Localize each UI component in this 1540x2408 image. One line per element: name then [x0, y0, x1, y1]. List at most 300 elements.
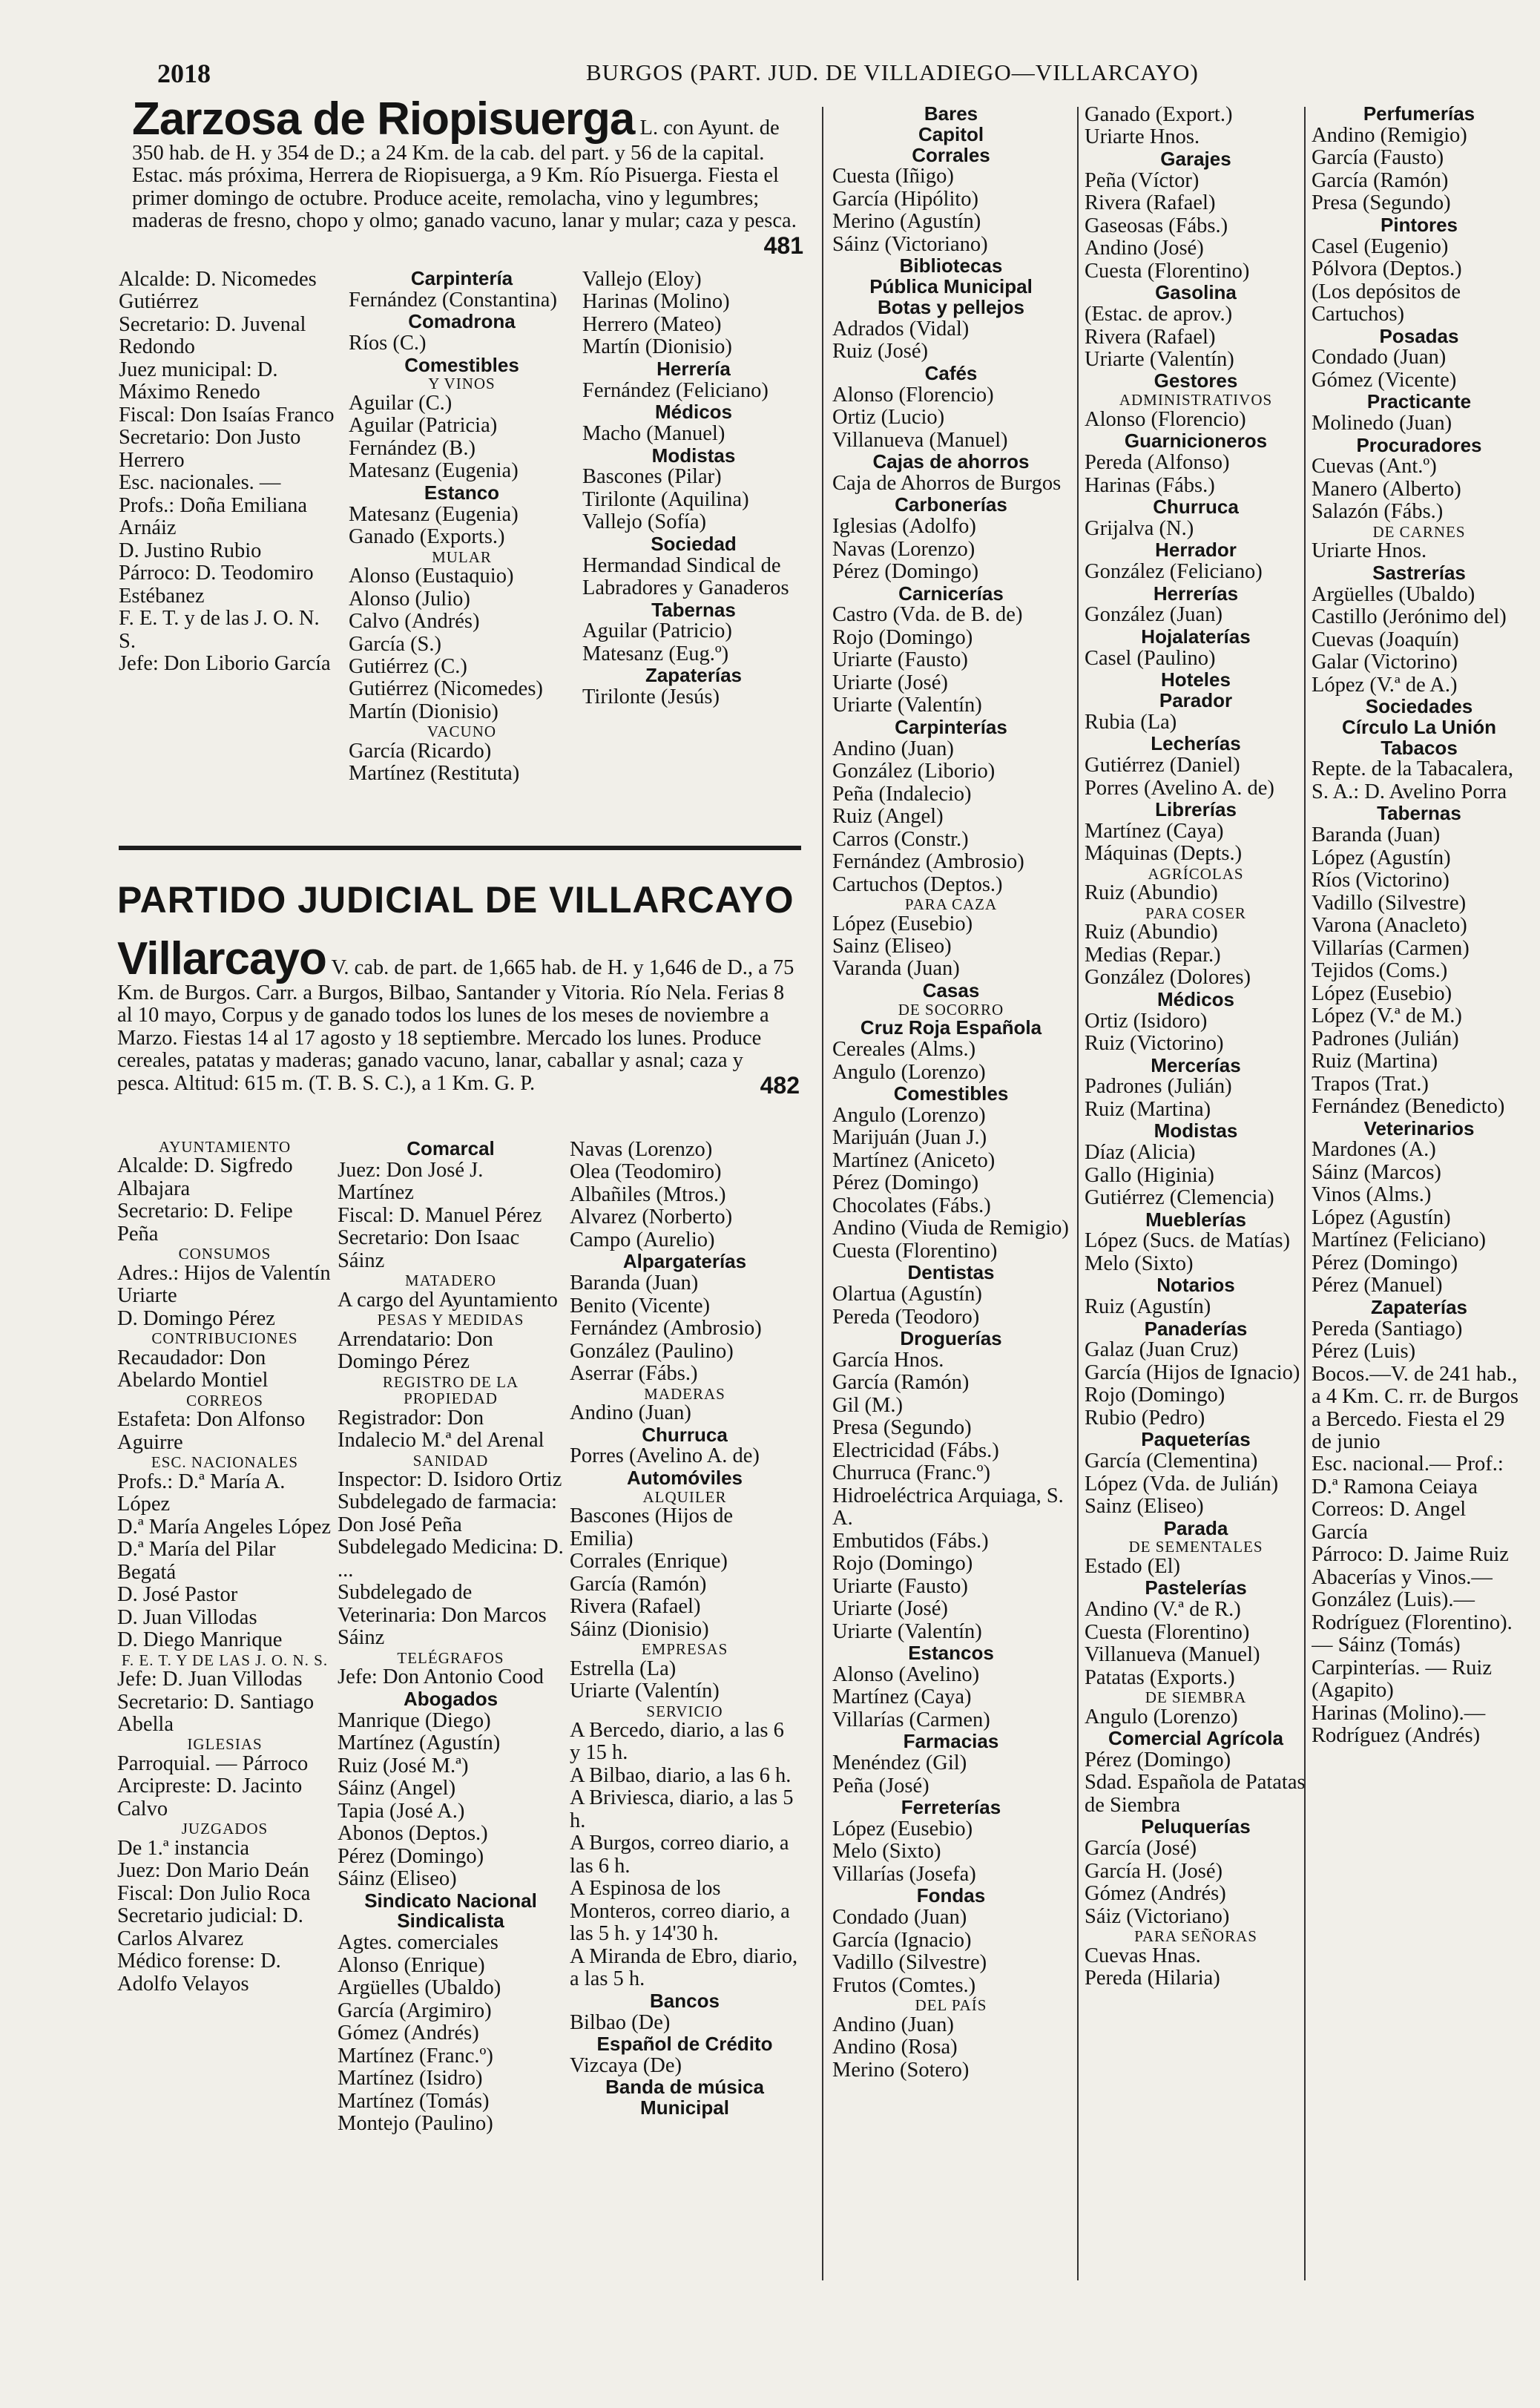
- directory-entry: Fiscal: Don Isaías Franco: [119, 403, 335, 427]
- directory-entry: TELÉGRAFOS: [397, 1648, 504, 1667]
- directory-entry: Galar (Victorino): [1312, 651, 1458, 674]
- directory-entry: AGRÍCOLAS: [1148, 864, 1244, 883]
- directory-entry: Melo (Sixto): [1085, 1251, 1194, 1275]
- directory-entry: DE SOCORRO: [898, 1000, 1004, 1019]
- directory-entry: Rojo (Domingo): [832, 625, 973, 649]
- directory-entry: Carpinterías. — Ruiz (Agapito): [1312, 1656, 1492, 1703]
- directory-entry: Sáinz (Eliseo): [338, 1867, 457, 1891]
- directory-entry: Municipal: [640, 2096, 729, 2119]
- directory-entry: Pública Municipal: [869, 275, 1033, 298]
- directory-col4: [832, 104, 1070, 2374]
- directory-entry: Andino (Rosa): [832, 2036, 958, 2059]
- directory-entry: Guarnicioneros: [1124, 430, 1268, 453]
- directory-entry: Condado (Juan): [1312, 346, 1447, 369]
- directory-entry: López (V.ª de A.): [1312, 673, 1458, 697]
- directory-entry: López (Vda. de Julián): [1085, 1472, 1279, 1496]
- directory-entry: PARA CAZA: [904, 895, 998, 914]
- directory-entry: Matesanz (Eug.º): [582, 642, 729, 665]
- directory-entry: Churruca: [1153, 496, 1239, 519]
- directory-entry: Gómez (Andrés): [1085, 1882, 1226, 1906]
- directory-entry: Máquinas (Depts.): [1085, 842, 1243, 866]
- directory-entry: Rojo (Domingo): [1085, 1384, 1225, 1407]
- directory-entry: Alonso (Avelino): [832, 1662, 980, 1686]
- directory-entry: Jefe: Don Liborio García: [119, 652, 331, 676]
- directory-entry: A Burgos, correo diario, a las 6 h.: [570, 1832, 789, 1878]
- directory-entry: Harinas (Fábs.): [1085, 473, 1215, 497]
- directory-entry: Pastelerías: [1145, 1576, 1247, 1599]
- page-header: [148, 52, 1506, 92]
- directory-entry: Uriarte (Fausto): [832, 1574, 968, 1598]
- directory-entry: Fernández (Constantina): [349, 288, 557, 312]
- directory-entry: Esc. nacionales. — Profs.: Doña Emiliana Arnáiz: [119, 471, 308, 540]
- directory-entry: Abonos (Deptos.): [338, 1822, 488, 1846]
- directory-entry: Presa (Segundo): [1312, 191, 1451, 215]
- directory-entry: Vallejo (Eloy): [582, 269, 702, 291]
- directory-entry: López (Sucs. de Matías): [1085, 1229, 1290, 1253]
- directory-entry: D. Domingo Pérez: [117, 1306, 275, 1330]
- directory-entry: Capitol: [918, 122, 984, 145]
- directory-entry: García Hnos.: [832, 1348, 944, 1372]
- directory-entry: Caja de Ahorros de Burgos: [832, 471, 1062, 495]
- directory-entry: Pérez (Manuel): [1312, 1274, 1443, 1297]
- directory-entry: Botas y pellejos: [878, 296, 1024, 318]
- directory-entry: Sáinz (Marcos): [1312, 1160, 1441, 1184]
- directory-entry: Pérez (Domingo): [1085, 1748, 1231, 1772]
- directory-entry: Carbonerías: [895, 493, 1007, 516]
- directory-entry: Angulo (Lorenzo): [832, 1060, 986, 1084]
- zarzosa-trades-col3: [582, 269, 805, 862]
- directory-entry: Vallejo (Sofía): [582, 510, 706, 534]
- directory-entry: Albañiles (Mtros.): [570, 1182, 726, 1206]
- directory-entry: Juez municipal: D. Máximo Renedo: [119, 358, 278, 404]
- directory-entry: Martínez (Tomás): [338, 2089, 490, 2113]
- directory-entry: Pérez (Luis): [1312, 1340, 1416, 1363]
- directory-entry: Sociedades: [1365, 695, 1473, 718]
- directory-entry: A Miranda de Ebro, diario, a las 5 h.: [570, 1944, 798, 1991]
- directory-entry: Ferreterías: [901, 1796, 1001, 1819]
- directory-entry: Bilbao (De): [570, 2010, 671, 2034]
- zarzosa-officials: [119, 269, 341, 862]
- directory-entry: CONSUMOS: [178, 1245, 272, 1263]
- directory-entry: Párroco: D. Jaime Ruiz: [1312, 1543, 1509, 1567]
- directory-entry: Tapia (José A.): [338, 1799, 465, 1823]
- directory-entry: Zapaterías: [645, 664, 743, 687]
- directory-entry: Frutos (Comtes.): [832, 1973, 976, 1997]
- directory-entry: Villarías (Carmen): [1312, 936, 1470, 960]
- directory-entry: García (Ramón): [570, 1572, 707, 1596]
- directory-entry: García (Ignacio): [832, 1928, 972, 1952]
- directory-entry: Círculo La Unión: [1342, 715, 1496, 738]
- directory-entry: Patatas (Exports.): [1085, 1665, 1235, 1689]
- directory-entry: Cuevas (Joaquín): [1312, 628, 1459, 651]
- directory-entry: CONTRIBUCIONES: [151, 1329, 298, 1348]
- directory-entry: Electricidad (Fábs.): [832, 1438, 999, 1462]
- directory-entry: Manrique (Diego): [338, 1708, 491, 1732]
- directory-entry: Matesanz (Eugenia): [349, 459, 519, 483]
- partido-heading: PARTIDO JUDICIAL DE VILLARCAYO: [117, 879, 794, 921]
- directory-entry: (Los depósitos de Cartuchos): [1312, 280, 1461, 326]
- directory-entry: Andino (José): [1085, 237, 1204, 260]
- directory-entry: Agtes. comerciales: [338, 1931, 498, 1955]
- directory-entry: Merino (Sotero): [832, 2058, 970, 2082]
- directory-entry: Presa (Segundo): [832, 1416, 972, 1440]
- directory-entry: Grijalva (N.): [1085, 516, 1194, 540]
- directory-entry: García (Hijos de Ignacio): [1085, 1361, 1300, 1384]
- directory-entry: Inspector: D. Isidoro Ortiz: [338, 1468, 562, 1491]
- directory-entry: Abogados: [403, 1687, 498, 1710]
- directory-entry: Herrerías: [1153, 582, 1239, 605]
- directory-entry: Gutiérrez (Nicomedes): [349, 677, 543, 701]
- directory-entry: Librerías: [1155, 798, 1237, 821]
- directory-entry: Sáiz (Victoriano): [1085, 1904, 1230, 1928]
- directory-entry: Sindicato Nacional Sindicalista: [364, 1889, 537, 1932]
- directory-entry: DEL PAÍS: [915, 1996, 987, 2015]
- directory-entry: Padrones (Julián): [1085, 1075, 1232, 1099]
- directory-entry: ADMINISTRATIVOS: [1119, 391, 1273, 409]
- directory-entry: Peña (José): [832, 1774, 929, 1797]
- directory-entry: Trapos (Trat.): [1312, 1072, 1429, 1096]
- directory-entry: Carnicerías: [898, 582, 1004, 605]
- directory-entry: Zapaterías: [1370, 1295, 1468, 1318]
- directory-entry: Olea (Teodomiro): [570, 1160, 722, 1184]
- directory-entry: D. Diego Manrique: [117, 1628, 283, 1652]
- directory-entry: Herrería: [657, 357, 731, 380]
- directory-entry: Cuevas Hnas.: [1085, 1944, 1201, 1967]
- directory-entry: Mercerías: [1151, 1053, 1241, 1076]
- directory-entry: Martínez (Isidro): [338, 2067, 483, 2090]
- directory-entry: Vadillo (Silvestre): [832, 1951, 987, 1975]
- directory-entry: Pereda (Teodoro): [832, 1305, 980, 1329]
- directory-col5: [1085, 104, 1307, 2374]
- directory-entry: Medias (Repar.): [1085, 943, 1221, 967]
- directory-entry: Cuevas (Ant.º): [1312, 455, 1437, 478]
- zarzosa-intro: [132, 96, 803, 274]
- directory-entry: Peña (Indalecio): [832, 782, 972, 806]
- directory-entry: Pérez (Domingo): [832, 1171, 979, 1195]
- directory-entry: García (Ramón): [1312, 168, 1449, 192]
- directory-entry: Baranda (Juan): [570, 1272, 699, 1295]
- directory-entry: Secretario: D. Felipe Peña: [117, 1200, 293, 1246]
- directory-entry: Varanda (Juan): [832, 957, 960, 981]
- directory-entry: D.ª María Angeles López: [117, 1515, 332, 1539]
- directory-entry: García (Ricardo): [349, 739, 492, 763]
- directory-entry: Rivera (Rafael): [570, 1595, 701, 1619]
- directory-entry: Ganado (Exports.): [349, 525, 505, 549]
- directory-entry: Notarios: [1156, 1274, 1235, 1297]
- directory-entry: Argüelles (Ubaldo): [1312, 582, 1475, 606]
- zarzosa-title: Zarzosa de Riopisuerga: [132, 96, 635, 145]
- directory-entry: Cuesta (Florentino): [1085, 259, 1250, 283]
- directory-entry: Fernández (Ambrosio): [570, 1317, 762, 1340]
- zarzosa-trades-col2: [349, 269, 575, 862]
- directory-entry: Uriarte Hnos.: [1312, 539, 1427, 563]
- directory-entry: Arrendatario: Don Domingo Pérez: [338, 1327, 493, 1374]
- directory-entry: Hidroeléctrica Arquiaga, S. A.: [832, 1484, 1064, 1530]
- directory-entry: Subdelegado de Veterinaria: Don Marcos Sáinz: [338, 1581, 547, 1650]
- directory-entry: Fernández (Benedicto): [1312, 1095, 1505, 1119]
- directory-entry: Cartuchos (Deptos.): [832, 872, 1003, 896]
- directory-entry: Alonso (Julio): [349, 587, 470, 611]
- directory-entry: Fernández (Ambrosio): [832, 850, 1024, 874]
- directory-entry: Sáinz (Victoriano): [832, 232, 988, 256]
- directory-entry: Adres.: Hijos de Valentín Uriarte: [117, 1261, 331, 1308]
- directory-entry: Bancos: [650, 1989, 720, 2012]
- directory-entry: Martín (Dionisio): [349, 700, 498, 723]
- directory-entry: García (Fausto): [1312, 146, 1444, 170]
- directory-entry: Registrador: Don Indalecio M.ª del Arenal: [338, 1406, 544, 1453]
- directory-entry: (Estac. de aprov.): [1085, 303, 1233, 326]
- directory-entry: Gestores: [1154, 369, 1238, 392]
- directory-entry: Rivera (Rafael): [1085, 325, 1216, 349]
- directory-entry: Esc. nacional.— Prof.: D.ª Ramona Ceiaya: [1312, 1453, 1504, 1499]
- directory-entry: DE SIEMBRA: [1145, 1688, 1247, 1707]
- directory-entry: Alvarez (Norberto): [570, 1205, 733, 1229]
- directory-entry: Andino (Remigio): [1312, 123, 1467, 147]
- directory-entry: Martín (Dionisio): [582, 335, 732, 359]
- directory-entry: D. Justino Rubio: [119, 539, 262, 562]
- directory-entry: Porres (Avelino A. de): [570, 1444, 760, 1468]
- directory-entry: Castro (Vda. de B. de): [832, 603, 1023, 627]
- directory-entry: Martínez (Feliciano): [1312, 1228, 1487, 1252]
- directory-entry: Ruiz (José M.ª): [338, 1754, 469, 1777]
- directory-entry: Uriarte (Valentín): [832, 1619, 982, 1643]
- directory-entry: Martínez (Aniceto): [832, 1148, 996, 1172]
- directory-entry: Peluquerías: [1141, 1815, 1251, 1838]
- directory-entry: Cereales (Alms.): [832, 1038, 976, 1062]
- directory-entry: MULAR: [432, 547, 492, 566]
- directory-entry: Cuesta (Florentino): [1085, 1620, 1250, 1644]
- directory-entry: Profs.: D.ª María A. López: [117, 1470, 286, 1516]
- directory-entry: Automóviles: [626, 1466, 743, 1489]
- villarcayo-description: V. cab. de part. de 1,665 hab. de H. y 1,646 de D., a 75 Km. de Burgos. Carr. a Burgos, Bilbao, Santander y Vitoria. Río Nela. Ferias 8 al 10 mayo, Corpus y de ganado todos los lunes de los meses de noviembre a Marzo. Fiestas 14 al 17 agosto y 18 septiembre. Mercado los lunes. Produce cereales, patatas y maderas; ganado vacuno, lanar, caballar y asnal; caza y pesca. Altitud: 615 m. (T. B. S. C.), a 1 Km. G. P.: [117, 956, 794, 1095]
- directory-entry: Sáinz (Dionisio): [570, 1617, 709, 1641]
- directory-entry: Sociedad: [651, 532, 737, 555]
- directory-entry: Jefe: D. Juan Villodas: [117, 1668, 303, 1691]
- directory-entry: Olartua (Agustín): [832, 1283, 982, 1306]
- directory-entry: Secretario: Don Justo Herrero: [119, 426, 301, 472]
- directory-entry: Subdelegado de farmacia: Don José Peña: [338, 1490, 557, 1536]
- directory-entry: Estancos: [908, 1642, 994, 1665]
- directory-entry: Parada: [1163, 1516, 1228, 1539]
- directory-entry: Ruiz (Martina): [1312, 1050, 1438, 1073]
- directory-entry: Ruiz (Martina): [1085, 1097, 1211, 1121]
- directory-entry: Cuesta (Florentino): [832, 1239, 998, 1263]
- directory-entry: VACUNO: [427, 723, 497, 741]
- directory-entry: Juez: Don Mario Deán: [117, 1859, 309, 1883]
- directory-entry: PESAS Y MEDIDAS: [377, 1311, 524, 1329]
- directory-entry: Castillo (Jerónimo del): [1312, 605, 1507, 629]
- directory-entry: Corrales (Enrique): [570, 1550, 728, 1573]
- directory-entry: Uriarte Hnos.: [1085, 125, 1200, 149]
- directory-entry: Tejidos (Coms.): [1312, 959, 1448, 983]
- directory-entry: Gutiérrez (C.): [349, 655, 467, 678]
- directory-entry: Banda de música: [605, 2076, 764, 2099]
- directory-entry: Harinas (Molino): [582, 290, 730, 314]
- directory-entry: Pérez (Domingo): [338, 1844, 484, 1868]
- directory-entry: Sastrerías: [1372, 561, 1466, 584]
- directory-entry: Porres (Avelino A. de): [1085, 776, 1274, 800]
- directory-entry: Perfumerías: [1363, 104, 1475, 125]
- directory-entry: Fernández (Feliciano): [582, 378, 769, 402]
- directory-entry: Gil (M.): [832, 1393, 903, 1417]
- directory-entry: Angulo (Lorenzo): [1085, 1705, 1238, 1728]
- directory-entry: Casas: [922, 978, 980, 1001]
- directory-entry: Médico forense: D. Adolfo Velayos: [117, 1950, 281, 1996]
- directory-entry: Villarías (Carmen): [832, 1708, 990, 1731]
- directory-entry: Sdad. Española de Patatas de Siembra: [1085, 1771, 1306, 1817]
- directory-entry: Bibliotecas: [899, 254, 1003, 277]
- directory-entry: SANIDAD: [412, 1451, 489, 1470]
- directory-entry: García (S.): [349, 632, 442, 656]
- directory-entry: Merino (Agustín): [832, 210, 981, 234]
- directory-entry: Tabernas: [1377, 802, 1461, 825]
- directory-entry: Practicante: [1366, 390, 1472, 413]
- directory-entry: Fernández (B.): [349, 436, 476, 460]
- directory-entry: Secretario: D. Juvenal Redondo: [119, 312, 306, 359]
- directory-entry: Paqueterías: [1141, 1428, 1251, 1451]
- directory-entry: Parroquial. — Párroco Arcipreste: D. Jacinto Calvo: [117, 1751, 309, 1820]
- directory-entry: Sainz (Eliseo): [832, 935, 952, 958]
- directory-entry: Molinedo (Juan): [1312, 412, 1452, 435]
- directory-entry: Fiscal: D. Manuel Pérez: [338, 1203, 542, 1227]
- directory-entry: Martínez (Restituta): [349, 762, 520, 786]
- directory-entry: Ortiz (Lucio): [832, 406, 945, 430]
- directory-entry: Aserrar (Fábs.): [570, 1362, 698, 1386]
- directory-entry: Cuesta (Iñigo): [832, 165, 954, 188]
- directory-entry: Uriarte (José): [832, 671, 948, 694]
- directory-entry: Matesanz (Eugenia): [349, 502, 519, 526]
- directory-entry: Gutiérrez (Daniel): [1085, 754, 1240, 777]
- directory-entry: Ruiz (Victorino): [1085, 1032, 1224, 1056]
- directory-entry: Ruiz (Angel): [832, 805, 944, 829]
- villarcayo-col3: [570, 1139, 800, 2370]
- directory-entry: Farmacias: [903, 1730, 999, 1753]
- directory-entry: Rivera (Rafael): [1085, 191, 1216, 215]
- directory-entry: García H. (José): [1085, 1859, 1223, 1883]
- directory-entry: Díaz (Alicia): [1085, 1141, 1196, 1165]
- directory-entry: JUZGADOS: [181, 1820, 269, 1838]
- directory-entry: Bascones (Hijos de Emilia): [570, 1504, 734, 1550]
- directory-entry: Procuradores: [1356, 433, 1482, 456]
- directory-entry: Gasolina: [1155, 281, 1237, 304]
- directory-entry: DE CARNES: [1372, 522, 1466, 541]
- directory-entry: Ruiz (Abundio): [1085, 921, 1218, 944]
- directory-entry: A cargo del Ayuntamiento: [338, 1288, 558, 1312]
- directory-entry: Alonso (Enrique): [338, 1953, 485, 1977]
- directory-entry: Pólvora (Deptos.): [1312, 257, 1462, 281]
- directory-entry: Estanco: [424, 481, 500, 504]
- directory-entry: D.ª María del Pilar Begatá: [117, 1538, 276, 1584]
- directory-entry: Casel (Eugenio): [1312, 234, 1449, 258]
- directory-entry: Tabacos: [1381, 736, 1458, 759]
- directory-entry: Rubia (La): [1085, 710, 1177, 734]
- directory-entry: A Briviesca, diario, a las 5 h.: [570, 1786, 794, 1832]
- directory-entry: Benito (Vicente): [570, 1294, 711, 1318]
- directory-entry: EMPRESAS: [641, 1640, 728, 1659]
- directory-entry: Iglesias (Adolfo): [832, 515, 976, 539]
- directory-entry: Lecherías: [1151, 732, 1241, 755]
- directory-entry: Marijuán (Juan J.): [832, 1126, 987, 1150]
- directory-entry: Embutidos (Fábs.): [832, 1529, 989, 1553]
- directory-entry: Vinos (Alms.): [1312, 1183, 1432, 1207]
- directory-entry: Dentistas: [907, 1261, 995, 1284]
- directory-entry: SERVICIO: [646, 1702, 723, 1720]
- directory-entry: D. José Pastor: [117, 1583, 238, 1607]
- directory-entry: Andino (Juan): [570, 1401, 691, 1425]
- directory-entry: Gaseosas (Fábs.): [1085, 214, 1228, 237]
- running-title: BURGOS (PART. JUD. DE VILLADIEGO—VILLARCAYO): [586, 59, 1199, 85]
- directory-entry: González (Feliciano): [1085, 560, 1263, 584]
- directory-entry: López (V.ª de M.): [1312, 1004, 1462, 1028]
- directory-entry: Herrero (Mateo): [582, 312, 722, 336]
- directory-entry: Varona (Anacleto): [1312, 914, 1467, 938]
- directory-entry: Pérez (Domingo): [1312, 1251, 1458, 1274]
- directory-entry: Estrella (La): [570, 1657, 677, 1680]
- directory-entry: Sáinz (Angel): [338, 1777, 456, 1800]
- directory-entry: Tabernas: [651, 598, 736, 621]
- directory-entry: Rojo (Domingo): [832, 1552, 973, 1576]
- directory-entry: Uriarte (Valentín): [832, 694, 982, 717]
- directory-entry: Garajes: [1160, 147, 1231, 170]
- directory-entry: DE SEMENTALES: [1128, 1538, 1263, 1556]
- villarcayo-page-no: 482: [760, 1071, 800, 1099]
- directory-entry: Alonso (Florencio): [832, 383, 994, 407]
- directory-entry: Tirilonte (Jesús): [582, 685, 720, 709]
- directory-entry: Andino (Viuda de Remigio): [832, 1217, 1069, 1240]
- directory-entry: Bares: [924, 104, 978, 125]
- directory-entry: Comestibles: [893, 1082, 1009, 1105]
- directory-entry: Hoteles: [1161, 668, 1231, 691]
- directory-entry: Comarcal: [407, 1139, 495, 1159]
- directory-entry: Ganado (Export.): [1085, 104, 1233, 126]
- directory-entry: ALQUILER: [642, 1487, 727, 1506]
- directory-entry: Abacerías y Vinos.— González (Luis).—Rodríguez (Florentino). — Sáinz (Tomás): [1312, 1565, 1513, 1657]
- directory-entry: Subdelegado Medicina: D. ...: [338, 1536, 564, 1582]
- directory-entry: Uriarte (Valentín): [1085, 347, 1234, 371]
- directory-entry: López (Eusebio): [832, 1817, 973, 1840]
- directory-entry: Martínez (Caya): [832, 1685, 972, 1709]
- directory-entry: AYUNTAMIENTO: [158, 1139, 292, 1156]
- directory-entry: López (Eusebio): [832, 912, 973, 935]
- directory-entry: De 1.ª instancia: [117, 1836, 250, 1860]
- directory-entry: Menéndez (Gil): [832, 1751, 967, 1775]
- column-rule: [1077, 107, 1079, 2280]
- directory-entry: Chocolates (Fábs.): [832, 1194, 991, 1217]
- directory-entry: Navas (Lorenzo): [832, 537, 975, 561]
- directory-entry: Adrados (Vidal): [832, 317, 970, 341]
- directory-entry: Carpinterías: [895, 715, 1007, 738]
- directory-entry: Argüelles (Ubaldo): [338, 1976, 501, 2000]
- directory-entry: Martínez (Franc.º): [338, 2044, 493, 2067]
- directory-entry: Mardones (A.): [1312, 1138, 1436, 1162]
- directory-entry: Posadas: [1379, 324, 1459, 347]
- directory-entry: Modistas: [1154, 1119, 1238, 1142]
- directory-entry: Sainz (Eliseo): [1085, 1495, 1204, 1519]
- villarcayo-title: Villarcayo: [117, 936, 326, 984]
- directory-entry: IGLESIAS: [187, 1735, 263, 1754]
- directory-entry: González (Paulino): [570, 1339, 734, 1363]
- directory-entry: Veterinarios: [1363, 1116, 1475, 1139]
- directory-entry: Estafeta: Don Alfonso Aguirre: [117, 1408, 306, 1454]
- directory-entry: García (Clementina): [1085, 1450, 1258, 1473]
- directory-entry: A Bercedo, diario, a las 6 y 15 h.: [570, 1719, 784, 1765]
- directory-entry: Aguilar (C.): [349, 391, 453, 415]
- directory-entry: Droguerías: [900, 1327, 1002, 1350]
- directory-entry: Corrales: [912, 143, 990, 166]
- directory-entry: CORREOS: [186, 1391, 263, 1409]
- directory-entry: Aguilar (Patricio): [582, 619, 732, 643]
- directory-entry: Churruca (Franc.º): [832, 1461, 990, 1485]
